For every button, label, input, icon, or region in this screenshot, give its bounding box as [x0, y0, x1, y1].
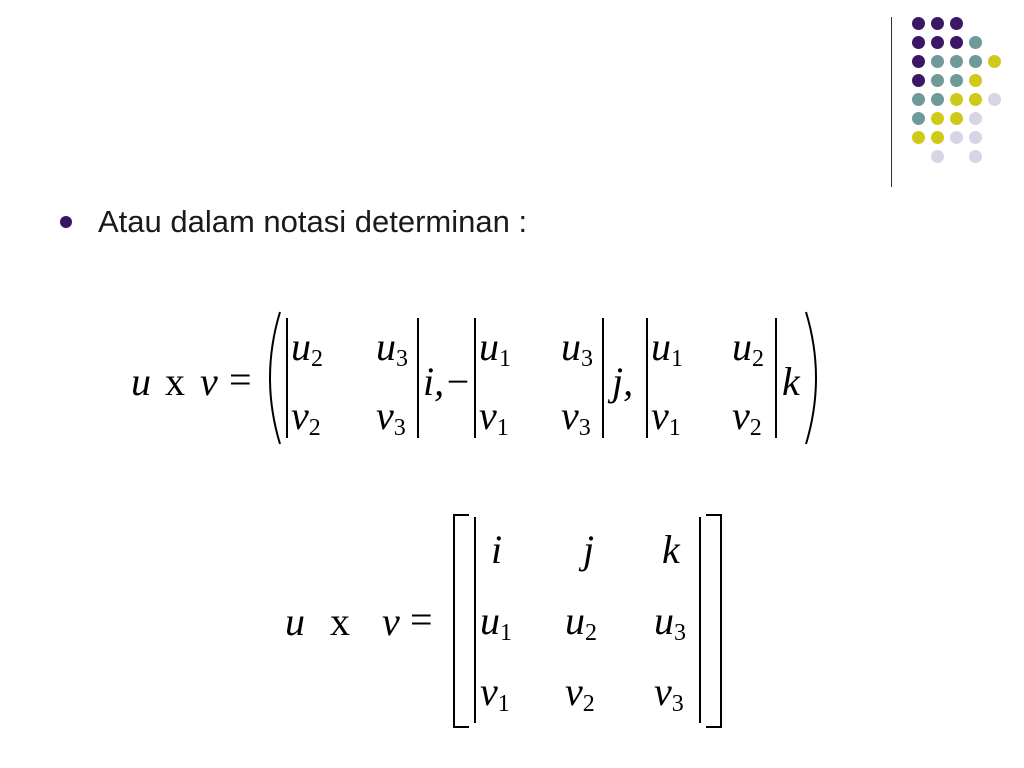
bullet-item [60, 200, 527, 244]
eq2-r1-j: j [583, 527, 595, 572]
eq1-factor-i: i,− [423, 359, 472, 404]
det3-b: $u_2$ [732, 324, 764, 372]
decorative-dot [931, 131, 944, 144]
bullet-text: Atau dalam notasi determinan : [98, 204, 528, 239]
eq2-equals: = [410, 597, 433, 642]
eq2-right-bracket [706, 514, 722, 728]
decorative-dot [950, 36, 963, 49]
det1-b: $u_3$ [376, 324, 408, 372]
det2-c: $v_1$ [479, 393, 509, 441]
det3-d: $v_2$ [732, 393, 762, 441]
decorative-dot [912, 112, 925, 125]
decorative-dot [950, 74, 963, 87]
decorative-dot [912, 55, 925, 68]
eq2-left-bracket [453, 514, 469, 728]
eq1-u: u [131, 359, 151, 404]
det3-right-bar [775, 318, 777, 438]
decorative-dot [969, 93, 982, 106]
eq2-r1-i: i [491, 527, 503, 572]
decorative-dot [988, 55, 1001, 68]
decorative-dot [950, 17, 963, 30]
decorative-dot [950, 112, 963, 125]
eq1-left-paren [258, 310, 284, 446]
det2-left-bar [474, 318, 476, 438]
det2-a: $u_1$ [479, 324, 511, 372]
eq1-equals: = [229, 357, 252, 402]
det2-right-bar [602, 318, 604, 438]
eq2-v: v [382, 599, 400, 644]
decorative-dot [912, 131, 925, 144]
eq1-factor-j: j, [612, 359, 634, 404]
decorative-dot [931, 17, 944, 30]
decorative-dot [912, 36, 925, 49]
divider-line [891, 17, 892, 187]
eq2-r2-u1: $u_1$ [480, 598, 512, 646]
eq1-factor-k: k [782, 359, 800, 404]
decorative-dot [931, 150, 944, 163]
eq1-v: v [200, 359, 218, 404]
decorative-dot [969, 74, 982, 87]
det1-c: $v_2$ [291, 393, 321, 441]
decorative-dot [969, 150, 982, 163]
det1-d: $v_3$ [376, 393, 406, 441]
det1-left-bar [286, 318, 288, 438]
eq2-r3-v2: $v_2$ [565, 669, 595, 717]
eq2-r1-k: k [662, 527, 680, 572]
eq1-right-paren [802, 310, 828, 446]
det3-left-bar [646, 318, 648, 438]
decorative-dot [912, 74, 925, 87]
det2-d: $v_3$ [561, 393, 591, 441]
decorative-dot [931, 74, 944, 87]
decorative-dot [931, 55, 944, 68]
eq2-r3-v1: $v_1$ [480, 669, 510, 717]
decorative-dot [969, 112, 982, 125]
decorative-dot [950, 55, 963, 68]
decorative-dot [950, 93, 963, 106]
det3-a: $u_1$ [651, 324, 683, 372]
det1-a: $u_2$ [291, 324, 323, 372]
eq2-det-right-bar [699, 517, 701, 723]
decorative-dot [969, 55, 982, 68]
det3-c: $v_1$ [651, 393, 681, 441]
det2-b: $u_3$ [561, 324, 593, 372]
det1-right-bar [417, 318, 419, 438]
decorative-dot [969, 131, 982, 144]
eq2-r3-v3: $v_3$ [654, 669, 684, 717]
eq2-r2-u2: $u_2$ [565, 598, 597, 646]
decorative-dot [969, 36, 982, 49]
eq1-x: x [165, 359, 185, 404]
decorative-dot [931, 36, 944, 49]
decorative-dot [988, 93, 1001, 106]
decorative-dot [931, 93, 944, 106]
bullet-icon [60, 216, 72, 228]
decorative-dot [912, 93, 925, 106]
eq2-r2-u3: $u_3$ [654, 598, 686, 646]
eq2-x: x [330, 599, 350, 644]
decorative-dot [931, 112, 944, 125]
decorative-dot [912, 17, 925, 30]
eq2-u: u [285, 599, 305, 644]
eq2-det-left-bar [474, 517, 476, 723]
decorative-dot [950, 131, 963, 144]
